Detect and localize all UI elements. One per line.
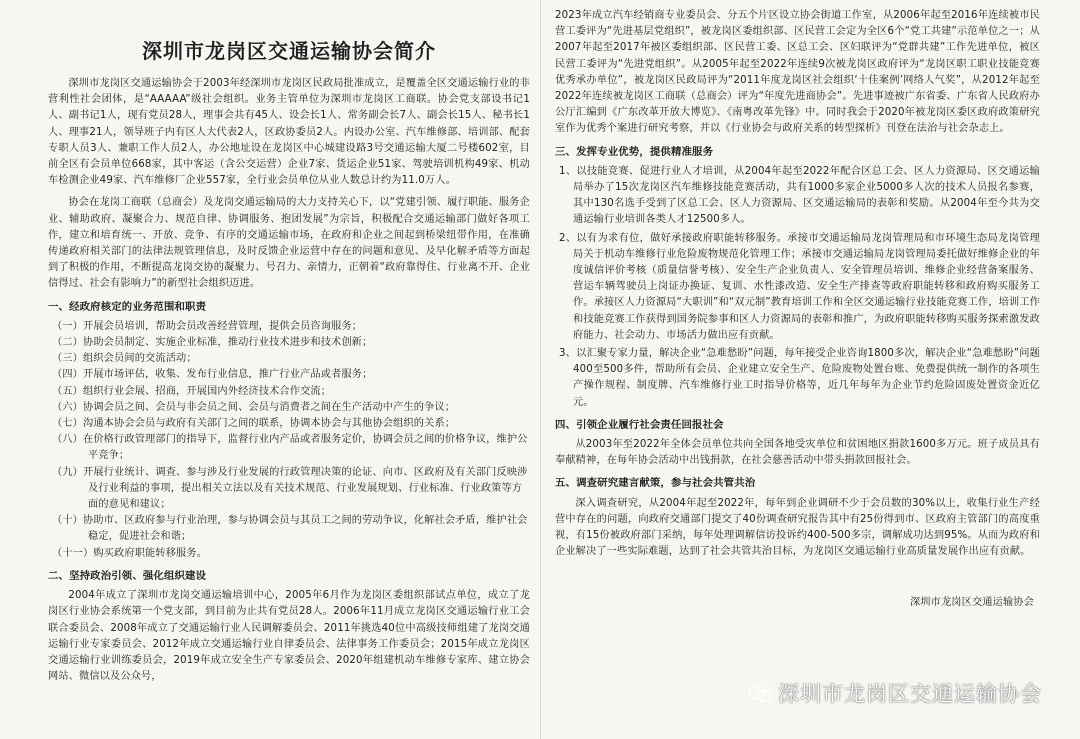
list-item: 2、以有为求有位，做好承接政府职能转移服务。承接市交通运输局龙岗管理局和市环境生态局龙岗管理局关于机动车维修行业危险废物规范化管理工作；承接市交通运输局龙岗管理局委托做好维修企业的年度诚信评价考核（质量信誉考核）、安全生产企业负责人、安全管理员培训、维修企业经营备案服务、营运车辆驾驶员上岗证办换证、复训、水性漆改造、安全生产排查等政府职能转移和政府购买服务工作。承接区人力资源局“大职训”和“双元制”教育培训工作和全区交通运输行业技能竞赛工作，培训工作和技能竞赛工作获得到国务院参事和区人力资源局的表彰和推广，为政府职能转移购买服务探索激发政府能力、社会动力、市场活力做出应有贡献。	[559, 232, 1040, 341]
list-item: 1、以技能竞赛、促进行业人才培训，从2004年起至2022年配合区总工会、区人力资源局、区交通运输局举办了15次龙岗区汽车维修技能竞赛活动，共有1000多家企业5000多人次的技术人员报名参赛，其中130名选手受到了区总工会、区人力资源局、区交通运输局的表彰和奖励。从2004年至今共为交通运输行业培训各类人才12500多人。	[559, 165, 1040, 226]
section2-paragraph-right: 2023年成立汽车经销商专业委员会、分五个片区设立协会街道工作室，从2006年起至2016年连续被市民营工委评为“先进基层党组织”，被龙岗区委组织部、区民营工会定为全区6个“党工共建”示范单位之一；从2007年起至2017年被区委组织部、区民营工委、区总工会、区妇联评为“党群共建”工作先进单位，被区民营工委评为“先进党组织”。从2005年起至2022年连续9次被龙岗区政府评为“龙岗区职工职业技能竞赛优秀承办单位”，被龙岗区民政局评为“2011年度龙岗区社会组织‘十佳案例’网络人气奖”，从2012年起至2022年连续被龙岗区工商联（总商会）评为“年度先进商协会”。先进事迹被广东省委、广东省人民政府办公厅汇编到《广东改革开放大博览》、《南粤改革先锋》中。同时我会于2020年被龙岗区委区政府政策研究室作为优秀个案进行研究考察，并以《行业协会与政府关系的转型探析》刊登在法治与社会杂志上。	[555, 10, 1040, 135]
section4-heading: 四、引领企业履行社会责任回报社会	[555, 418, 724, 431]
list-item: （五）组织行业会展、招商，开展国内外经济技术合作交流；	[52, 385, 332, 397]
list-item: （十）协助市、区政府参与行业治理，参与协调会员与其员工之间的劳动争议，化解社会矛盾，维护社会稳定，促进社会和谐；	[52, 515, 528, 543]
list-item: （二）协助会员制定、实施企业标准，推动行业技术进步和技术创新；	[52, 337, 373, 349]
list-item: （一）开展会员培训，帮助会员改善经营管理，提供会员咨询服务；	[52, 320, 363, 332]
section4-paragraph: 从2003年至2022年全体会员单位共向全国各地受灾单位和贫困地区捐款1600多万元。班子成员具有奉献精神，在每年协会活动中出钱捐款，在社会慈善活动中带头捐款回报社会。	[555, 439, 1040, 467]
document-title: 深圳市龙岗区交通运输协会简介	[142, 39, 436, 63]
section2-paragraph-left: 2004年成立了深圳市龙岗交通运输培训中心，2005年6月作为龙岗区委组织部试点单位，成立了龙岗区行业协会系统第一个党支部，到目前为止共有党员28人。2006年11月成立龙岗区交通运输行业工会联合委员会、2008年成立了交通运输行业人民调解委员会、2011年挑选40位中高级技师组建了龙岗交通运输行业专家委员会、2012年成立交通运输行业自律委员会、法律事务工作委员会；2015年成立龙岗区交通运输行业训练委员会，2019年成立安全生产专家委员会、2020年组建机动车维修专家库、建立协会网站、微信以及公众号，	[48, 590, 530, 683]
list-item: （四）开展市场评估，收集、发布行业信息，推广行业产品或者服务；	[52, 369, 373, 381]
list-item: （六）协调会员之间、会员与非会员之间、会员与消费者之间在生产活动中产生的争议；	[52, 401, 456, 413]
section5-paragraph: 深入调查研究，从2004年起至2022年，每年到企业调研不少于会员数的30%以上，收集行业生产经营中存在的问题，向政府交通部门提交了40份调查研究报告其中有25份得到市、区政府主管部门的高度重视，有15份被政府部门采纳，每年处理调解信访投诉约400-500多宗，调解成功达到95%。从而为政府和企业解决了一些实际难题，达到了社会共管共治目标，为龙岗区交通运输行业高质量发展作出应有贡献。	[555, 497, 1040, 558]
list-item: （十一）购买政府职能转移服务。	[52, 547, 208, 559]
signature: 深圳市龙岗区交通运输协会	[909, 596, 1034, 608]
right-column	[540, 0, 1080, 739]
section2-heading: 二、坚持政治引领、强化组织建设	[48, 569, 207, 582]
section3-list	[555, 164, 1040, 411]
list-item: （七）沟通本协会会员与政府有关部门之间的联系，协调本协会与其他协会组织的关系；	[52, 418, 456, 430]
section1-list	[48, 319, 530, 562]
section3-heading: 三、发挥专业优势，提供精准服务	[555, 145, 714, 158]
intro-paragraph-2: 协会在龙岗工商联（总商会）及龙岗交通运输局的大力支持关心下，以“党建引领、履行职能、服务企业、辅助政府、凝聚合力、规范自律、协调服务、抱团发展”为宗旨，积极配合交通运输部门做好各项工作，建立和培育统一、开放、竞争、有序的交通运输市场，在政府和企业之间起到桥梁纽带作用，在准确传递政府相关部门的法律法规管理信息，及时反馈企业运营中存在的问题和意见、及早化解矛盾等方面起到了积极的作用，不断提高龙岗交协的凝聚力、号召力、亲情力，正朝着“政府靠得住、行业离不开、企业信得过、社会有影响力”的新型社会组织迈进。	[48, 197, 530, 290]
list-item: 3、以汇聚专家力量，解决企业“急难愁盼”问题，每年接受企业咨询1800多次，解决企业“急难愁盼”问题400至500多件，帮助所有会员、企业建立安全生产、危险废物处置台账、免费提供统一制作的各项生产操作规程、制度牌、汽车维修行业工时指导价格等，近几年每年为企业节约危险固废处置资金近亿元。	[559, 348, 1040, 408]
list-item: （九）开展行业统计、调查、参与涉及行业发展的行政管理决策的论证、向市、区政府及有关部门反映涉及行业利益的事项，提出相关立法以及有关技术规范、行业发展规划、行业标准、行业政策等方面的意见和建议；	[52, 466, 528, 511]
section5-heading: 五、调查研究建言献策，参与社会共管共治	[555, 477, 756, 490]
watermark-text: 深圳市龙岗区交通运输协会	[778, 682, 1042, 706]
section1-heading: 一、经政府核定的业务范围和职责	[48, 300, 207, 313]
list-item: （八）在价格行政管理部门的指导下，监督行业内产品或者服务定价，协调会员之间的价格争议，维护公平竞争；	[52, 434, 528, 462]
intro-paragraph-1: 深圳市龙岗区交通运输协会于2003年经深圳市龙岗区民政局批准成立，是覆盖全区交通运输行业的非营利性社会团体，是“AAAAA”级社会组织。业务主管单位为深圳市龙岗区工商联。协会党支部设书记1人、副书记1人，现有党员28人，理事会共有45人、设会长1人、常务副会长7人、副会长15人、秘书长1人、理事21人，领导班子内有区人大代表2人，区政协委员2人。内设办公室、汽车维修部、培训部、配套专职人员3人、兼职工作人员2人，办公地址设在龙岗区中心城建设路3号交通运输大厦二号楼602室，目前全区有会员单位668家，其中客运（含公交运营）企业7家、货运企业51家、驾驶培训机构49家、机动车检测企业49家、汽车维修厂企业557家，全行业会员单位从业人数总计约为11.0万人。	[48, 78, 530, 187]
list-item: （三）组织会员间的交流活动；	[52, 353, 197, 365]
